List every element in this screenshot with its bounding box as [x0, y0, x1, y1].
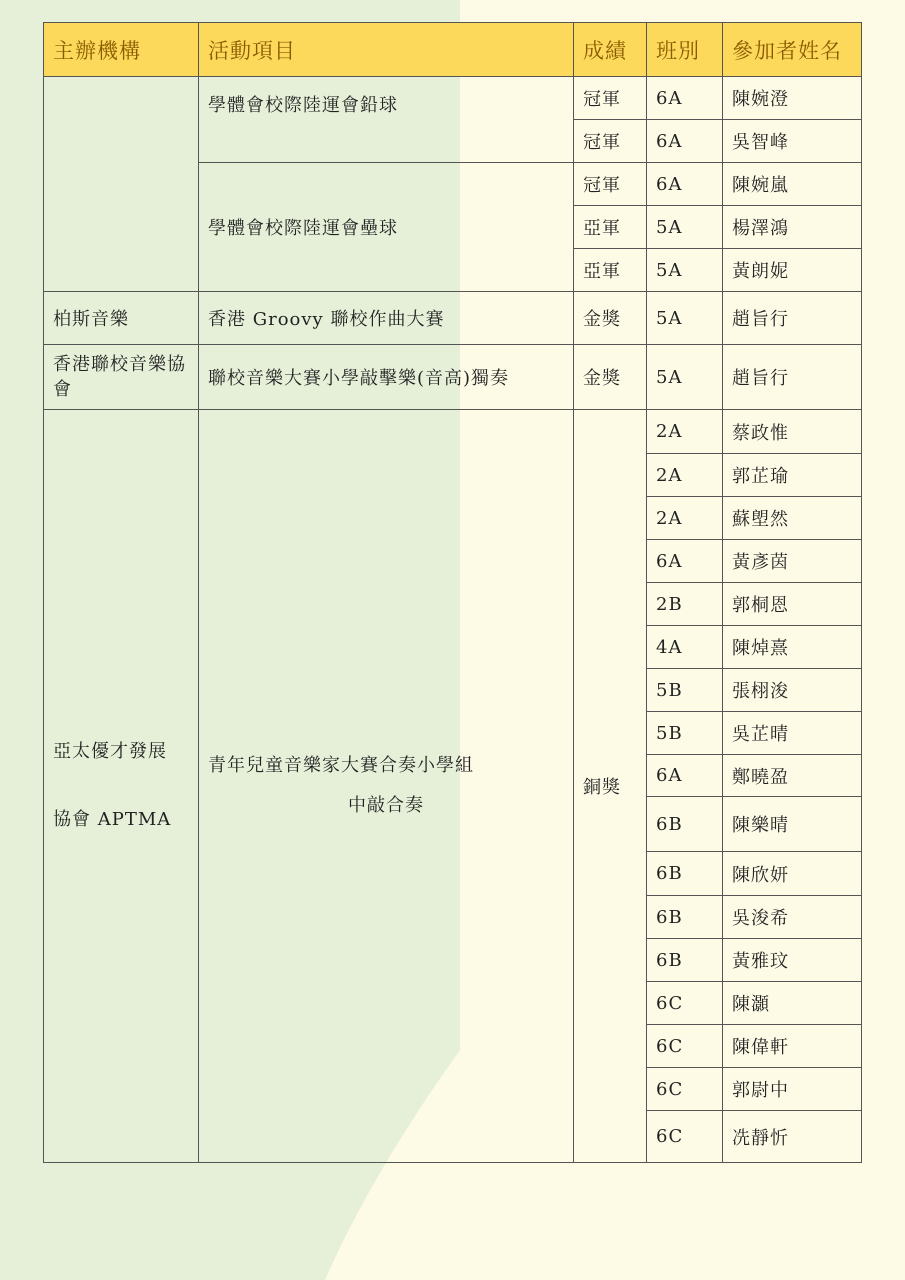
class-cell: 6C [647, 1111, 723, 1163]
class-cell: 6A [647, 540, 723, 583]
participant-cell: 吳浚希 [723, 896, 862, 939]
header-row [44, 23, 862, 77]
participant-cell: 黃彥茵 [723, 540, 862, 583]
table-row [44, 292, 862, 345]
participant-cell: 趙旨行 [723, 292, 862, 345]
result-cell: 冠軍 [574, 163, 647, 206]
class-cell: 6A [647, 163, 723, 206]
participant-cell: 冼靜忻 [723, 1111, 862, 1163]
participant-cell: 陳偉軒 [723, 1025, 862, 1068]
header-activity: 活動項目 [199, 23, 574, 77]
activity-cell: 聯校音樂大賽小學敲擊樂(音高)獨奏 [199, 345, 574, 410]
class-cell: 6B [647, 896, 723, 939]
participant-cell: 陳樂晴 [723, 797, 862, 852]
participant-cell: 吳芷晴 [723, 712, 862, 755]
activity-cell: 學體會校際陸運會鉛球 [199, 77, 574, 163]
result-cell: 亞軍 [574, 249, 647, 292]
result-cell: 金獎 [574, 345, 647, 410]
organizer-cell: 柏斯音樂 [44, 292, 199, 345]
class-cell: 5A [647, 249, 723, 292]
header-organizer: 主辦機構 [44, 23, 199, 77]
participant-cell: 黃雅玟 [723, 939, 862, 982]
result-cell: 冠軍 [574, 120, 647, 163]
class-cell: 5A [647, 292, 723, 345]
participant-cell: 黃朗妮 [723, 249, 862, 292]
organizer-cell: 香港聯校音樂協會 [44, 345, 199, 410]
participant-cell: 陳婉澄 [723, 77, 862, 120]
organizer-cell [44, 410, 199, 1163]
result-cell: 冠軍 [574, 77, 647, 120]
class-cell: 5B [647, 669, 723, 712]
participant-cell: 吳智峰 [723, 120, 862, 163]
header-class: 班別 [647, 23, 723, 77]
participant-cell: 陳婉嵐 [723, 163, 862, 206]
participant-cell: 蔡政惟 [723, 410, 862, 454]
class-cell: 6B [647, 797, 723, 852]
organizer-cell-empty [44, 77, 199, 292]
participant-cell: 楊澤鴻 [723, 206, 862, 249]
class-cell: 6B [647, 939, 723, 982]
activity-cell [199, 410, 574, 1163]
result-cell: 亞軍 [574, 206, 647, 249]
participant-cell: 張栩浚 [723, 669, 862, 712]
class-cell: 6A [647, 755, 723, 797]
table-row [44, 410, 862, 454]
participant-cell: 陳灝 [723, 982, 862, 1025]
class-cell: 6A [647, 77, 723, 120]
result-cell: 銅獎 [574, 410, 647, 1163]
participant-cell: 郭桐恩 [723, 583, 862, 626]
header-result: 成績 [574, 23, 647, 77]
result-cell: 金獎 [574, 292, 647, 345]
class-cell: 5A [647, 345, 723, 410]
class-cell: 6C [647, 1025, 723, 1068]
class-cell: 6C [647, 982, 723, 1025]
participant-cell: 鄭曉盈 [723, 755, 862, 797]
class-cell: 2A [647, 497, 723, 540]
class-cell: 6C [647, 1068, 723, 1111]
class-cell: 2A [647, 410, 723, 454]
class-cell: 6A [647, 120, 723, 163]
class-cell: 2B [647, 583, 723, 626]
header-participant: 參加者姓名 [723, 23, 862, 77]
participant-cell: 蘇塱然 [723, 497, 862, 540]
participant-cell: 陳焯熹 [723, 626, 862, 669]
class-cell: 5B [647, 712, 723, 755]
awards-table [43, 22, 862, 1163]
organizer-line: 亞太優才發展 [53, 741, 167, 762]
activity-line: 青年兒童音樂家大賽合奏小學組 [208, 755, 474, 776]
participant-cell: 郭芷瑜 [723, 454, 862, 497]
organizer-line: 協會 APTMA [53, 809, 172, 830]
table-row [44, 345, 862, 410]
class-cell: 5A [647, 206, 723, 249]
table-row [44, 77, 862, 120]
participant-cell: 趙旨行 [723, 345, 862, 410]
class-cell: 2A [647, 454, 723, 497]
activity-cell: 學體會校際陸運會壘球 [199, 163, 574, 292]
participant-cell: 郭尉中 [723, 1068, 862, 1111]
class-cell: 6B [647, 852, 723, 896]
class-cell: 4A [647, 626, 723, 669]
activity-line: 中敲合奏 [348, 795, 424, 816]
participant-cell: 陳欣妍 [723, 852, 862, 896]
activity-cell: 香港 Groovy 聯校作曲大賽 [199, 292, 574, 345]
